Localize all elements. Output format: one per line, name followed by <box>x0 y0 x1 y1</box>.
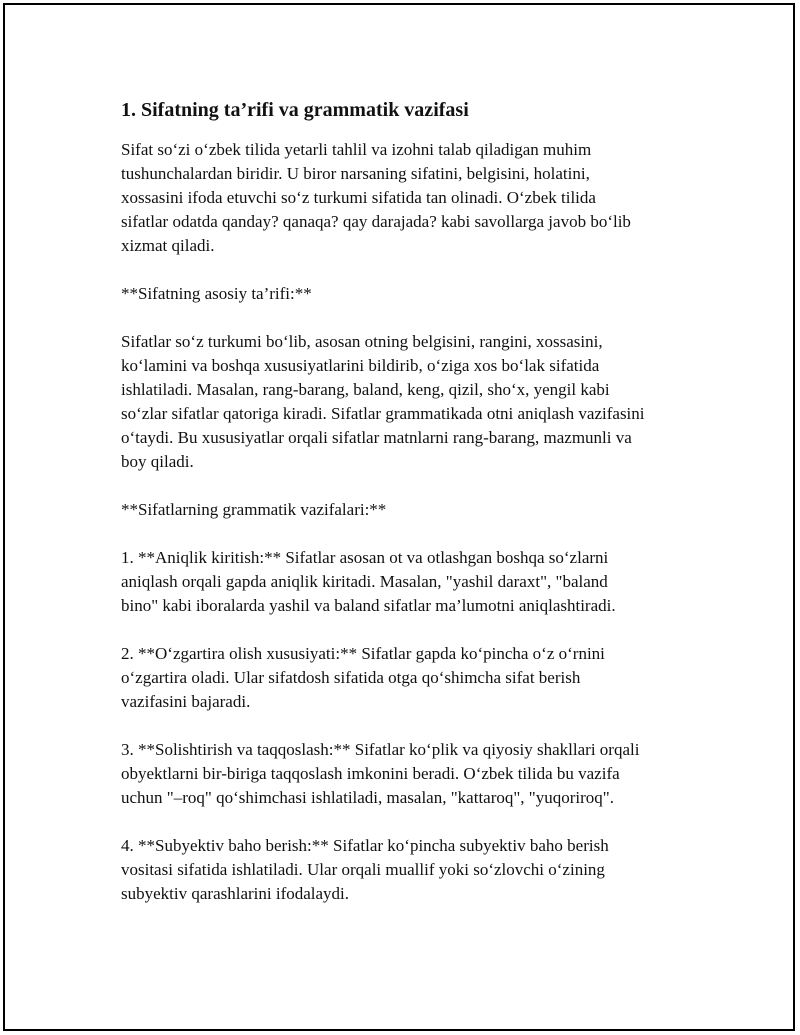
paragraph-line: aniqlash orqali gapda aniqlik kiritadi. Masalan, "yashil daraxt", "baland <box>121 572 608 591</box>
paragraph-line: boy qiladi. <box>121 452 194 471</box>
paragraph-line: 3. **Solishtirish va taqqoslash:** Sifatlar ko‘plik va qiyosiy shakllari orqali <box>121 740 640 759</box>
paragraph-line: ishlatiladi. Masalan, rang-barang, baland, keng, qizil, sho‘x, yengil kabi <box>121 380 610 399</box>
paragraph <box>121 498 721 522</box>
paragraph <box>121 138 721 258</box>
paragraph <box>121 330 721 474</box>
paragraph-line: bino" kabi iboralarda yashil va baland sifatlar ma’lumotni aniqlashtiradi. <box>121 596 616 615</box>
paragraph-line: o‘taydi. Bu xususiyatlar orqali sifatlar matnlarni rang-barang, mazmunli va <box>121 428 632 447</box>
paragraph-line: Sifat so‘zi o‘zbek tilida yetarli tahlil va izohni talab qiladigan muhim <box>121 140 592 159</box>
paragraph-line: xizmat qiladi. <box>121 236 215 255</box>
paragraph <box>121 282 721 306</box>
paragraph <box>121 546 721 618</box>
document-body <box>121 97 721 930</box>
paragraph-line: 2. **O‘zgartira olish xususiyati:** Sifatlar gapda ko‘pincha o‘z o‘rnini <box>121 644 605 663</box>
paragraph-line: obyektlarni bir-biriga taqqoslash imkonini beradi. O‘zbek tilida bu vazifa <box>121 764 620 783</box>
document-title: 1. Sifatning ta’rifi va grammatik vazifasi <box>121 99 469 121</box>
paragraph-line: vositasi sifatida ishlatiladi. Ular orqali muallif yoki so‘zlovchi o‘zining <box>121 860 605 879</box>
paragraph-line: 4. **Subyektiv baho berish:** Sifatlar ko‘pincha subyektiv baho berish <box>121 836 609 855</box>
paragraph-line: **Sifatning asosiy ta’rifi:** <box>121 284 312 303</box>
paragraph <box>121 738 721 810</box>
paragraph-line: vazifasini bajaradi. <box>121 692 251 711</box>
paragraph <box>121 642 721 714</box>
paragraph-line: xossasini ifoda etuvchi so‘z turkumi sifatida tan olinadi. O‘zbek tilida <box>121 188 596 207</box>
paragraph-line: subyektiv qarashlarini ifodalaydi. <box>121 884 350 903</box>
paragraph-line: **Sifatlarning grammatik vazifalari:** <box>121 500 387 519</box>
paragraph-line: tushunchalardan biridir. U biror narsaning sifatini, belgisini, holatini, <box>121 164 590 183</box>
paragraph-line: Sifatlar so‘z turkumi bo‘lib, asosan otning belgisini, rangini, xossasini, <box>121 332 603 351</box>
paragraph-line: sifatlar odatda qanday? qanaqa? qay darajada? kabi savollarga javob bo‘lib <box>121 212 631 231</box>
paragraph <box>121 834 721 906</box>
paragraph-line: o‘zgartira oladi. Ular sifatdosh sifatida otga qo‘shimcha sifat berish <box>121 668 581 687</box>
paragraph-line: 1. **Aniqlik kiritish:** Sifatlar asosan ot va otlashgan boshqa so‘zlarni <box>121 548 609 567</box>
paragraph-line: ko‘lamini va boshqa xususiyatlarini bildirib, o‘ziga xos bo‘lak sifatida <box>121 356 600 375</box>
page-frame <box>3 3 795 1031</box>
paragraph-line: uchun "–roq" qo‘shimchasi ishlatiladi, masalan, "kattaroq", "yuqoriroq". <box>121 788 614 807</box>
paragraph-list <box>121 138 721 906</box>
paragraph-line: so‘zlar sifatlar qatoriga kiradi. Sifatlar grammatikada otni aniqlash vazifasini <box>121 404 645 423</box>
